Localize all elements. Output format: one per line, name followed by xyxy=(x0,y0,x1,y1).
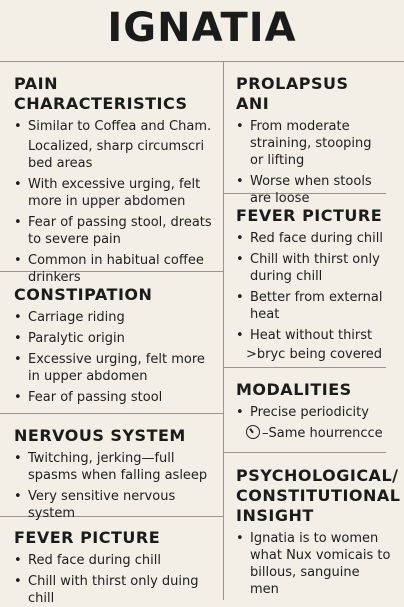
psychological-insight-section xyxy=(236,466,401,598)
section-heading: MODALITIES xyxy=(236,380,352,399)
list-item: >bryc being covered xyxy=(246,347,383,362)
list-item: • Paralytic origin xyxy=(14,330,219,347)
list-item: • Very sensitive nervous system xyxy=(14,488,219,522)
constipation-section xyxy=(14,285,219,406)
title-divider xyxy=(0,61,404,62)
list-item: • Precise periodicity xyxy=(236,404,391,421)
list-item: • Chill with thirst only duing chill xyxy=(14,573,222,607)
list-item: • Ignatia is to women what Nux vomicais to billous, sanguine men xyxy=(236,530,391,598)
prolapsus-ani-section xyxy=(236,74,386,207)
list-item: • From moderate straining, stooping or lifting xyxy=(236,118,386,169)
fever-picture-section-right xyxy=(236,206,388,363)
section-heading: FEVER PICTURE xyxy=(14,528,161,547)
page-title: IGNATIA xyxy=(107,5,297,51)
list-item: • Common in habitual coffee drinkers xyxy=(14,252,219,286)
list-item: • With excessive urging, felt more in upper abdomen xyxy=(14,176,219,210)
list-item: • Carriage riding xyxy=(14,309,219,326)
divider xyxy=(0,413,223,414)
section-heading: PROLAPSUS ANI xyxy=(236,74,349,113)
section-heading: PSYCHOLOGICAL/ CONSTITUTIONAL INSIGHT xyxy=(236,466,401,525)
divider xyxy=(224,452,386,453)
nervous-system-section xyxy=(14,426,219,522)
list-item: • Chill with thirst only during chill xyxy=(236,251,388,285)
list-item: • Fear of passing stool xyxy=(14,389,219,406)
list-item-text: –Same hourrencce xyxy=(262,426,383,441)
list-item: • Fear of passing stool, dreats to severe pain xyxy=(14,214,219,248)
divider xyxy=(224,367,386,368)
list-item: • Red face during chill xyxy=(236,230,388,247)
clock-icon xyxy=(246,425,260,439)
section-heading: NERVOUS SYSTEM xyxy=(14,426,186,445)
list-item: • Heat without thirst xyxy=(236,327,388,344)
list-item: • Red face during chill xyxy=(14,552,222,569)
modalities-section xyxy=(236,380,391,442)
list-item: • Better from external heat xyxy=(236,289,388,323)
list-item: Localized, sharp circumscri bed areas xyxy=(28,139,205,171)
pain-characteristics-section xyxy=(14,74,219,286)
fever-picture-section-left xyxy=(14,528,222,607)
list-item: • Similar to Coffea and Cham. xyxy=(14,118,219,135)
list-item: • Excessive urging, felt more in upper abdomen xyxy=(14,351,219,385)
list-item: • Twitching, jerking—full spasms when falling asleep xyxy=(14,450,219,484)
list-item: • Worse when stools are loose xyxy=(236,173,386,207)
list-item xyxy=(236,425,391,442)
section-heading: FEVER PICTURE xyxy=(236,206,383,225)
column-divider xyxy=(223,61,224,600)
section-heading: PAIN CHARACTERISTICS xyxy=(14,74,188,113)
section-heading: CONSTIPATION xyxy=(14,285,153,304)
